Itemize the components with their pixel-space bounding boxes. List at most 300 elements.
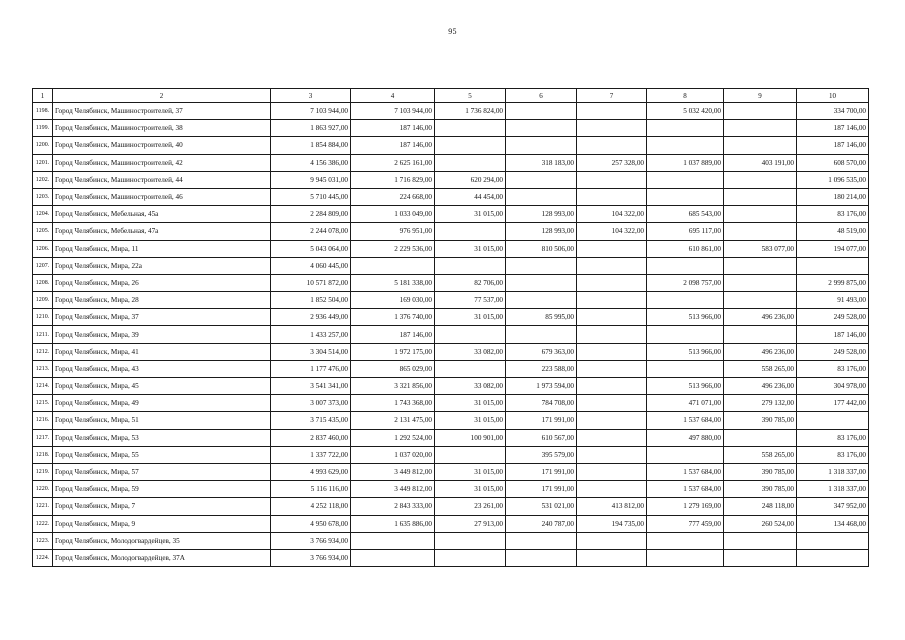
cell-row-number: 1213. xyxy=(33,360,53,377)
cell-col-6 xyxy=(506,257,577,274)
cell-col-8 xyxy=(647,532,724,549)
cell-col-7 xyxy=(577,532,647,549)
cell-col-3: 5 043 064,00 xyxy=(271,240,351,257)
table-row xyxy=(33,343,869,360)
cell-col-6: 240 787,00 xyxy=(506,515,577,532)
cell-row-number: 1219. xyxy=(33,463,53,480)
cell-col-9: 558 265,00 xyxy=(724,360,797,377)
cell-col-7 xyxy=(577,257,647,274)
cell-col-4: 1 635 886,00 xyxy=(351,515,435,532)
table-row xyxy=(33,446,869,463)
cell-address: Город Челябинск, Мира, 39 xyxy=(53,326,271,343)
cell-col-10: 177 442,00 xyxy=(797,395,869,412)
cell-col-8: 2 098 757,00 xyxy=(647,274,724,291)
cell-col-6: 610 567,00 xyxy=(506,429,577,446)
cell-col-7 xyxy=(577,446,647,463)
cell-col-4: 1 292 524,00 xyxy=(351,429,435,446)
cell-col-10: 83 176,00 xyxy=(797,446,869,463)
cell-col-9 xyxy=(724,429,797,446)
cell-col-7: 194 735,00 xyxy=(577,515,647,532)
cell-col-9: 403 191,00 xyxy=(724,154,797,171)
cell-col-9 xyxy=(724,206,797,223)
cell-col-3: 7 103 944,00 xyxy=(271,103,351,120)
cell-col-4: 169 030,00 xyxy=(351,292,435,309)
cell-address: Город Челябинск, Мира, 26 xyxy=(53,274,271,291)
page-number: 95 xyxy=(448,27,457,36)
cell-address: Город Челябинск, Мира, 57 xyxy=(53,463,271,480)
cell-row-number: 1198. xyxy=(33,103,53,120)
cell-col-9: 496 236,00 xyxy=(724,343,797,360)
cell-col-5: 77 537,00 xyxy=(435,292,506,309)
cell-col-10: 83 176,00 xyxy=(797,429,869,446)
cell-row-number: 1203. xyxy=(33,188,53,205)
cell-col-5: 33 082,00 xyxy=(435,343,506,360)
cell-col-5 xyxy=(435,154,506,171)
table-row xyxy=(33,257,869,274)
cell-address: Город Челябинск, Машиностроителей, 42 xyxy=(53,154,271,171)
table-row xyxy=(33,292,869,309)
cell-col-10: 1 096 535,00 xyxy=(797,171,869,188)
cell-col-8: 1 537 684,00 xyxy=(647,412,724,429)
cell-col-4: 1 037 020,00 xyxy=(351,446,435,463)
cell-col-4: 865 029,00 xyxy=(351,360,435,377)
cell-col-6: 318 183,00 xyxy=(506,154,577,171)
cell-col-4: 187 146,00 xyxy=(351,137,435,154)
cell-col-9 xyxy=(724,532,797,549)
cell-col-7: 104 322,00 xyxy=(577,223,647,240)
cell-col-9 xyxy=(724,274,797,291)
cell-col-10: 83 176,00 xyxy=(797,206,869,223)
cell-col-3: 3 766 934,00 xyxy=(271,532,351,549)
cell-col-7 xyxy=(577,103,647,120)
cell-col-8: 1 037 889,00 xyxy=(647,154,724,171)
cell-col-8: 471 071,00 xyxy=(647,395,724,412)
cell-col-9 xyxy=(724,549,797,566)
cell-row-number: 1218. xyxy=(33,446,53,463)
table-row xyxy=(33,309,869,326)
cell-col-8: 5 032 420,00 xyxy=(647,103,724,120)
cell-col-10: 48 519,00 xyxy=(797,223,869,240)
cell-col-4 xyxy=(351,257,435,274)
cell-address: Город Челябинск, Молодогвардейцев, 37А xyxy=(53,549,271,566)
cell-address: Город Челябинск, Машиностроителей, 44 xyxy=(53,171,271,188)
cell-row-number: 1204. xyxy=(33,206,53,223)
cell-col-3: 2 837 460,00 xyxy=(271,429,351,446)
cell-col-5: 44 454,00 xyxy=(435,188,506,205)
cell-address: Город Челябинск, Машиностроителей, 46 xyxy=(53,188,271,205)
cell-col-4: 2 131 475,00 xyxy=(351,412,435,429)
cell-col-7 xyxy=(577,463,647,480)
cell-col-7 xyxy=(577,343,647,360)
table-row xyxy=(33,137,869,154)
cell-row-number: 1202. xyxy=(33,171,53,188)
data-table xyxy=(32,88,869,567)
cell-col-3: 1 433 257,00 xyxy=(271,326,351,343)
cell-col-9: 390 785,00 xyxy=(724,463,797,480)
cell-address: Город Челябинск, Мира, 59 xyxy=(53,481,271,498)
cell-row-number: 1199. xyxy=(33,120,53,137)
cell-col-3: 1 177 476,00 xyxy=(271,360,351,377)
cell-col-5: 27 913,00 xyxy=(435,515,506,532)
cell-row-number: 1200. xyxy=(33,137,53,154)
cell-col-3: 3 715 435,00 xyxy=(271,412,351,429)
table-row xyxy=(33,326,869,343)
cell-col-9: 496 236,00 xyxy=(724,309,797,326)
column-header: 7 xyxy=(577,89,647,103)
cell-col-7 xyxy=(577,549,647,566)
cell-col-6: 810 506,00 xyxy=(506,240,577,257)
cell-col-8: 610 861,00 xyxy=(647,240,724,257)
cell-col-8: 513 966,00 xyxy=(647,343,724,360)
table-row xyxy=(33,188,869,205)
table-row xyxy=(33,360,869,377)
cell-row-number: 1208. xyxy=(33,274,53,291)
table-row xyxy=(33,463,869,480)
cell-col-9 xyxy=(724,120,797,137)
table-row xyxy=(33,412,869,429)
cell-col-3: 4 252 118,00 xyxy=(271,498,351,515)
cell-col-7 xyxy=(577,429,647,446)
cell-col-5 xyxy=(435,532,506,549)
cell-col-4: 1 376 740,00 xyxy=(351,309,435,326)
table-row xyxy=(33,274,869,291)
cell-col-8 xyxy=(647,257,724,274)
cell-row-number: 1221. xyxy=(33,498,53,515)
cell-col-8 xyxy=(647,137,724,154)
cell-col-9: 390 785,00 xyxy=(724,481,797,498)
column-header: 8 xyxy=(647,89,724,103)
cell-col-10: 187 146,00 xyxy=(797,326,869,343)
table-row xyxy=(33,549,869,566)
column-header: 6 xyxy=(506,89,577,103)
table-row xyxy=(33,103,869,120)
table-row xyxy=(33,171,869,188)
cell-col-3: 4 060 445,00 xyxy=(271,257,351,274)
cell-address: Город Челябинск, Мира, 37 xyxy=(53,309,271,326)
cell-col-9 xyxy=(724,292,797,309)
cell-col-7: 413 812,00 xyxy=(577,498,647,515)
cell-col-7 xyxy=(577,274,647,291)
cell-col-4: 2 843 333,00 xyxy=(351,498,435,515)
cell-col-7: 104 322,00 xyxy=(577,206,647,223)
cell-address: Город Челябинск, Мира, 28 xyxy=(53,292,271,309)
cell-col-8: 1 279 169,00 xyxy=(647,498,724,515)
cell-col-5 xyxy=(435,137,506,154)
cell-col-6 xyxy=(506,137,577,154)
cell-address: Город Челябинск, Мира, 49 xyxy=(53,395,271,412)
cell-col-9 xyxy=(724,326,797,343)
cell-col-6: 223 588,00 xyxy=(506,360,577,377)
cell-col-6: 171 991,00 xyxy=(506,412,577,429)
cell-col-3: 5 710 445,00 xyxy=(271,188,351,205)
cell-col-5: 31 015,00 xyxy=(435,395,506,412)
cell-col-5: 31 015,00 xyxy=(435,206,506,223)
cell-col-3: 1 337 722,00 xyxy=(271,446,351,463)
cell-col-9 xyxy=(724,137,797,154)
cell-col-7: 257 328,00 xyxy=(577,154,647,171)
table-row xyxy=(33,240,869,257)
cell-row-number: 1201. xyxy=(33,154,53,171)
cell-col-3: 3 541 341,00 xyxy=(271,378,351,395)
cell-col-8 xyxy=(647,446,724,463)
cell-col-9: 496 236,00 xyxy=(724,378,797,395)
cell-col-7 xyxy=(577,326,647,343)
cell-col-8: 1 537 684,00 xyxy=(647,463,724,480)
cell-col-10: 1 318 337,00 xyxy=(797,481,869,498)
cell-col-3: 1 854 884,00 xyxy=(271,137,351,154)
cell-col-8: 513 966,00 xyxy=(647,309,724,326)
cell-address: Город Челябинск, Мира, 41 xyxy=(53,343,271,360)
cell-col-8 xyxy=(647,120,724,137)
cell-col-3: 2 244 078,00 xyxy=(271,223,351,240)
cell-col-4: 2 625 161,00 xyxy=(351,154,435,171)
cell-col-10: 2 999 875,00 xyxy=(797,274,869,291)
cell-col-4: 2 229 536,00 xyxy=(351,240,435,257)
table-row xyxy=(33,395,869,412)
cell-col-8 xyxy=(647,549,724,566)
cell-col-9 xyxy=(724,171,797,188)
cell-row-number: 1216. xyxy=(33,412,53,429)
cell-row-number: 1222. xyxy=(33,515,53,532)
cell-col-10: 134 468,00 xyxy=(797,515,869,532)
cell-col-5: 82 706,00 xyxy=(435,274,506,291)
cell-col-5: 31 015,00 xyxy=(435,412,506,429)
cell-col-8 xyxy=(647,171,724,188)
cell-col-6: 531 021,00 xyxy=(506,498,577,515)
cell-address: Город Челябинск, Молодогвардейцев, 35 xyxy=(53,532,271,549)
cell-col-8 xyxy=(647,360,724,377)
cell-col-4: 3 449 812,00 xyxy=(351,463,435,480)
cell-col-8: 497 880,00 xyxy=(647,429,724,446)
header-row xyxy=(33,89,869,103)
cell-row-number: 1205. xyxy=(33,223,53,240)
cell-col-10: 83 176,00 xyxy=(797,360,869,377)
table-row xyxy=(33,515,869,532)
cell-col-3: 2 936 449,00 xyxy=(271,309,351,326)
table-row xyxy=(33,481,869,498)
cell-col-5: 31 015,00 xyxy=(435,463,506,480)
cell-col-10 xyxy=(797,549,869,566)
cell-col-6: 171 991,00 xyxy=(506,463,577,480)
cell-col-4 xyxy=(351,532,435,549)
cell-address: Город Челябинск, Мебельная, 47а xyxy=(53,223,271,240)
cell-col-7 xyxy=(577,240,647,257)
cell-col-6 xyxy=(506,292,577,309)
cell-col-4: 187 146,00 xyxy=(351,326,435,343)
cell-col-7 xyxy=(577,378,647,395)
cell-col-4: 224 668,00 xyxy=(351,188,435,205)
table-row xyxy=(33,429,869,446)
cell-col-10: 187 146,00 xyxy=(797,137,869,154)
cell-col-8: 1 537 684,00 xyxy=(647,481,724,498)
cell-address: Город Челябинск, Машиностроителей, 37 xyxy=(53,103,271,120)
cell-row-number: 1210. xyxy=(33,309,53,326)
cell-col-3: 2 284 809,00 xyxy=(271,206,351,223)
cell-address: Город Челябинск, Мира, 53 xyxy=(53,429,271,446)
cell-col-4: 1 743 368,00 xyxy=(351,395,435,412)
cell-col-4: 5 181 338,00 xyxy=(351,274,435,291)
cell-address: Город Челябинск, Мира, 22а xyxy=(53,257,271,274)
cell-col-6: 395 579,00 xyxy=(506,446,577,463)
cell-col-4: 1 033 049,00 xyxy=(351,206,435,223)
cell-col-3: 3 766 934,00 xyxy=(271,549,351,566)
cell-col-6 xyxy=(506,103,577,120)
cell-col-5 xyxy=(435,120,506,137)
cell-address: Город Челябинск, Машиностроителей, 40 xyxy=(53,137,271,154)
cell-col-10: 304 978,00 xyxy=(797,378,869,395)
cell-col-7 xyxy=(577,360,647,377)
cell-row-number: 1209. xyxy=(33,292,53,309)
cell-col-8: 777 459,00 xyxy=(647,515,724,532)
cell-col-9: 390 785,00 xyxy=(724,412,797,429)
column-header: 9 xyxy=(724,89,797,103)
cell-col-7 xyxy=(577,412,647,429)
cell-col-10: 249 528,00 xyxy=(797,309,869,326)
cell-col-8: 513 966,00 xyxy=(647,378,724,395)
cell-col-10: 347 952,00 xyxy=(797,498,869,515)
cell-col-5 xyxy=(435,446,506,463)
cell-col-9: 558 265,00 xyxy=(724,446,797,463)
table-row xyxy=(33,498,869,515)
cell-col-5 xyxy=(435,223,506,240)
cell-address: Город Челябинск, Мира, 55 xyxy=(53,446,271,463)
cell-col-5: 620 294,00 xyxy=(435,171,506,188)
cell-row-number: 1211. xyxy=(33,326,53,343)
cell-col-4 xyxy=(351,549,435,566)
cell-row-number: 1215. xyxy=(33,395,53,412)
cell-row-number: 1206. xyxy=(33,240,53,257)
cell-row-number: 1223. xyxy=(33,532,53,549)
cell-col-10: 249 528,00 xyxy=(797,343,869,360)
cell-col-6 xyxy=(506,532,577,549)
cell-col-10 xyxy=(797,532,869,549)
cell-address: Город Челябинск, Мира, 7 xyxy=(53,498,271,515)
cell-col-6 xyxy=(506,188,577,205)
cell-col-5 xyxy=(435,549,506,566)
table-row xyxy=(33,154,869,171)
cell-address: Город Челябинск, Мира, 43 xyxy=(53,360,271,377)
cell-row-number: 1220. xyxy=(33,481,53,498)
cell-col-6 xyxy=(506,274,577,291)
cell-col-8: 685 543,00 xyxy=(647,206,724,223)
cell-address: Город Челябинск, Мира, 51 xyxy=(53,412,271,429)
cell-col-7 xyxy=(577,481,647,498)
cell-col-10: 608 570,00 xyxy=(797,154,869,171)
table-row xyxy=(33,223,869,240)
column-header: 10 xyxy=(797,89,869,103)
cell-col-10: 91 493,00 xyxy=(797,292,869,309)
cell-col-6: 128 993,00 xyxy=(506,206,577,223)
cell-address: Город Челябинск, Мира, 45 xyxy=(53,378,271,395)
cell-col-7 xyxy=(577,292,647,309)
cell-col-10 xyxy=(797,257,869,274)
cell-col-3: 1 863 927,00 xyxy=(271,120,351,137)
column-header: 4 xyxy=(351,89,435,103)
cell-col-9 xyxy=(724,257,797,274)
cell-col-5 xyxy=(435,257,506,274)
cell-col-6: 128 993,00 xyxy=(506,223,577,240)
cell-col-9: 583 077,00 xyxy=(724,240,797,257)
cell-col-5: 31 015,00 xyxy=(435,240,506,257)
cell-col-3: 5 116 116,00 xyxy=(271,481,351,498)
column-header: 5 xyxy=(435,89,506,103)
cell-col-6: 679 363,00 xyxy=(506,343,577,360)
cell-col-5: 33 082,00 xyxy=(435,378,506,395)
cell-address: Город Челябинск, Мира, 9 xyxy=(53,515,271,532)
cell-col-6 xyxy=(506,549,577,566)
cell-col-6: 784 708,00 xyxy=(506,395,577,412)
cell-col-5: 100 901,00 xyxy=(435,429,506,446)
cell-col-10: 1 318 337,00 xyxy=(797,463,869,480)
cell-col-4: 7 103 944,00 xyxy=(351,103,435,120)
cell-col-9 xyxy=(724,188,797,205)
cell-col-10: 180 214,00 xyxy=(797,188,869,205)
cell-col-6 xyxy=(506,326,577,343)
cell-col-3: 4 156 386,00 xyxy=(271,154,351,171)
cell-col-3: 3 007 373,00 xyxy=(271,395,351,412)
table-row xyxy=(33,120,869,137)
cell-row-number: 1217. xyxy=(33,429,53,446)
cell-col-3: 4 993 629,00 xyxy=(271,463,351,480)
cell-col-10: 334 700,00 xyxy=(797,103,869,120)
cell-col-6 xyxy=(506,120,577,137)
cell-col-5: 31 015,00 xyxy=(435,309,506,326)
cell-col-9 xyxy=(724,103,797,120)
cell-col-3: 10 571 872,00 xyxy=(271,274,351,291)
cell-row-number: 1212. xyxy=(33,343,53,360)
cell-address: Город Челябинск, Машиностроителей, 38 xyxy=(53,120,271,137)
cell-col-3: 1 852 504,00 xyxy=(271,292,351,309)
cell-col-7 xyxy=(577,120,647,137)
column-header: 1 xyxy=(33,89,53,103)
cell-col-10: 187 146,00 xyxy=(797,120,869,137)
column-header: 3 xyxy=(271,89,351,103)
cell-col-8 xyxy=(647,188,724,205)
cell-col-5: 1 736 824,00 xyxy=(435,103,506,120)
cell-col-9: 248 118,00 xyxy=(724,498,797,515)
cell-col-7 xyxy=(577,188,647,205)
cell-col-6: 1 973 594,00 xyxy=(506,378,577,395)
cell-col-4: 1 972 175,00 xyxy=(351,343,435,360)
cell-col-8 xyxy=(647,326,724,343)
cell-row-number: 1207. xyxy=(33,257,53,274)
cell-col-9: 279 132,00 xyxy=(724,395,797,412)
cell-col-8 xyxy=(647,292,724,309)
cell-col-5 xyxy=(435,326,506,343)
cell-col-5: 31 015,00 xyxy=(435,481,506,498)
column-header: 2 xyxy=(53,89,271,103)
cell-col-9: 260 524,00 xyxy=(724,515,797,532)
cell-col-7 xyxy=(577,171,647,188)
cell-col-3: 9 945 031,00 xyxy=(271,171,351,188)
cell-row-number: 1214. xyxy=(33,378,53,395)
table-row xyxy=(33,206,869,223)
table-row xyxy=(33,532,869,549)
cell-col-6: 85 995,00 xyxy=(506,309,577,326)
cell-col-5 xyxy=(435,360,506,377)
cell-address: Город Челябинск, Мебельная, 45а xyxy=(53,206,271,223)
cell-row-number: 1224. xyxy=(33,549,53,566)
cell-col-4: 1 716 829,00 xyxy=(351,171,435,188)
cell-col-4: 187 146,00 xyxy=(351,120,435,137)
cell-col-8: 695 117,00 xyxy=(647,223,724,240)
cell-col-7 xyxy=(577,395,647,412)
cell-col-9 xyxy=(724,223,797,240)
cell-col-10 xyxy=(797,412,869,429)
cell-col-4: 3 449 812,00 xyxy=(351,481,435,498)
cell-col-4: 3 321 856,00 xyxy=(351,378,435,395)
table-row xyxy=(33,378,869,395)
